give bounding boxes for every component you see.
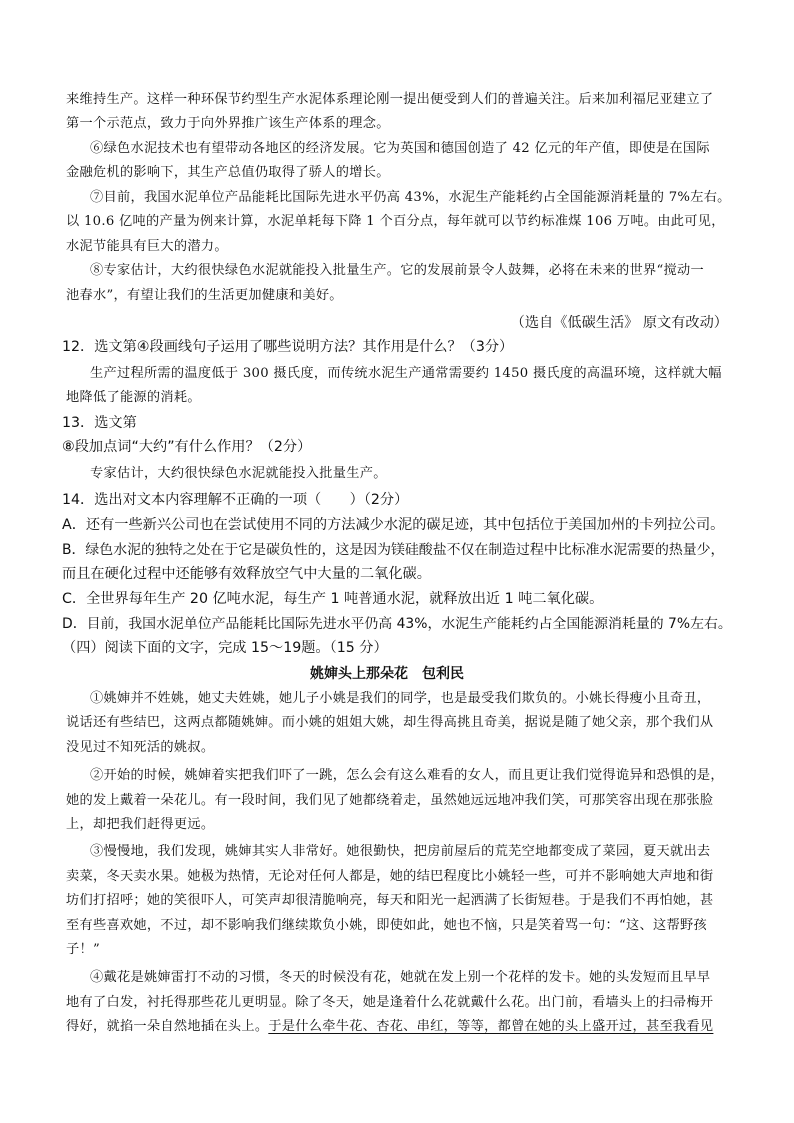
question-13-quote: 专家估计，大约很快绿色水泥就能投入批量生产。 bbox=[90, 466, 387, 481]
article2-underlined-sentence: 于是什么牵牛花、杏花、串红，等等，都曾在她的头上盛开过，甚至我看见 bbox=[268, 1019, 714, 1034]
article2-line-6: 上，却把我们赶得更远。 bbox=[66, 817, 215, 832]
article1-line-9: 池春水”，有望让我们的生活更加健康和美好。 bbox=[66, 288, 343, 303]
article2-line-10: 至有些喜欢她，不过，却不影响我们继续欺负小姚，即使如此，她也不恼，只是笑着骂一句：“这、这帮野孩 bbox=[66, 918, 707, 933]
article1-line-1: 来维持生产。这样一种环保节约型生产水泥体系理论刚一提出便受到人们的普遍关注。后来加利福尼亚建立了 bbox=[66, 92, 714, 107]
question-14-option-b-line-1: B．绿色水泥的独特之处在于它是碳负性的，这是因为镁硅酸盐不仅在制造过程中比标准水泥需要的热量少， bbox=[62, 542, 725, 558]
article2-line-3: 没见过不知死活的姚叔。 bbox=[66, 740, 215, 755]
article1-line-2: 第一个示范点，致力于向外界推广该生产体系的理念。 bbox=[66, 116, 390, 131]
article2-line-14-plain: 得好，就掐一朵自然地插在头上。 bbox=[66, 1019, 269, 1034]
article1-source: （选自《低碳生活》 原文有改动） bbox=[510, 315, 728, 331]
article2-line-14 bbox=[66, 1017, 713, 1037]
question-13-stem-1: 13．选文第 bbox=[62, 415, 137, 431]
article2-line-5: 她的发上戴着一朵花儿。有一段时间，我们见了她都绕着走，虽然她远远地冲我们笑，可那笑容出现在那张脸 bbox=[66, 793, 714, 808]
question-12-quote-line-1: 生产过程所需的温度低于 300 摄氏度，而传统水泥生产通常需要约 1450 摄氏度的高温环境，这样就大幅 bbox=[90, 366, 722, 381]
article1-line-4: 金融危机的影响下，其生产总值仍取得了骄人的增长。 bbox=[66, 165, 390, 180]
article2-paragraph-2: ②开始的时候，姚婶着实把我们吓了一跳，怎么会有这么难看的女人，而且更让我们觉得诡异和恐惧的是， bbox=[90, 768, 724, 783]
question-14-option-c: C．全世界每年生产 20 亿吨水泥，每生产 1 吨普通水泥，就释放出近 1 吨二氧化碳。 bbox=[62, 591, 604, 607]
article1-line-7: 水泥节能具有巨大的潜力。 bbox=[66, 239, 228, 254]
article1-line-6: 以 10.6 亿吨的产量为例来计算，水泥单耗每下降 1 个百分点，每年就可以节约标准煤 106 万吨。由此可见， bbox=[66, 214, 725, 229]
article1-paragraph-7: ⑦目前，我国水泥单位产品能耗比国际先进水平仍高 43%，水泥生产能耗约占全国能源消耗量的 7%左右。 bbox=[90, 190, 731, 205]
article2-paragraph-4: ④戴花是姚婶雷打不动的习惯，冬天的时候没有花，她就在发上别一个花样的发卡。她的头发短而且早早 bbox=[90, 970, 711, 985]
article2-line-11: 子！” bbox=[66, 942, 101, 957]
section-4-heading: （四）阅读下面的文字，完成 15～19题。（15 分） bbox=[62, 640, 388, 656]
article2-line-2: 说话还有些结巴，这两点都随姚婶。而小姚的姐姐大姚，却生得高挑且奇美，据说是随了她父亲，那个我们从 bbox=[66, 715, 714, 730]
article2-line-8: 卖菜，冬天卖水果。她极为热情，无论对任何人都是，她的结巴程度比小姚轻一些，可并不影响她大声地和街 bbox=[66, 869, 714, 884]
question-13-stem-2: ⑧段加点词“大约”有什么作用？（2分） bbox=[62, 439, 312, 455]
article1-paragraph-6: ⑥绿色水泥技术也有望带动各地区的经济发展。它为英国和德国创造了 42 亿元的年产值，即使是在国际 bbox=[90, 141, 710, 156]
question-14-option-d: D．目前，我国水泥单位产品能耗比国际先进水平仍高 43%，水泥生产能耗约占全国能源消耗量的 7%左右。 bbox=[62, 616, 732, 632]
question-14-option-b-line-2: 而且在硬化过程中还能够有效释放空气中大量的二氧化碳。 bbox=[62, 566, 431, 582]
article2-paragraph-3: ③慢慢地，我们发现，姚婶其实人非常好。她很勤快，把房前屋后的荒芜空地都变成了菜园，夏天就出去 bbox=[90, 844, 711, 859]
question-14-stem: 14．选出对文本内容理解不正确的一项（ ）（2分） bbox=[62, 492, 409, 508]
article2-line-13: 地有了白发，衬托得那些花儿更明显。除了冬天，她是逢着什么花就戴什么花。出门前，看墙头上的扫帚梅开 bbox=[66, 995, 714, 1010]
article2-title: 姚婶头上那朵花 包利民 bbox=[310, 666, 464, 682]
article2-paragraph-1: ①姚婶并不姓姚，她丈夫姓姚，她儿子小姚是我们的同学，也是最受我们欺负的。小姚长得瘦小且奇丑， bbox=[90, 691, 711, 706]
question-12-quote-line-2: 地降低了能源的消耗。 bbox=[66, 390, 201, 405]
question-14-option-a: A．还有一些新兴公司也在尝试使用不同的方法减少水泥的碳足迹，其中包括位于美国加州的卡列拉公司。 bbox=[62, 517, 725, 533]
question-12-stem: 12．选文第④段画线句子运用了哪些说明方法？其作用是什么？（3分） bbox=[62, 339, 514, 355]
article2-line-9: 坊们打招呼；她的笑很吓人，可笑声却很清脆响亮，每天和阳光一起洒满了长街短巷。于是我们不再怕她，甚 bbox=[66, 893, 714, 908]
article1-paragraph-8: ⑧专家估计，大约很快绿色水泥就能投入批量生产。它的发展前景令人鼓舞，必将在未来的世界“搅动一 bbox=[90, 263, 704, 278]
